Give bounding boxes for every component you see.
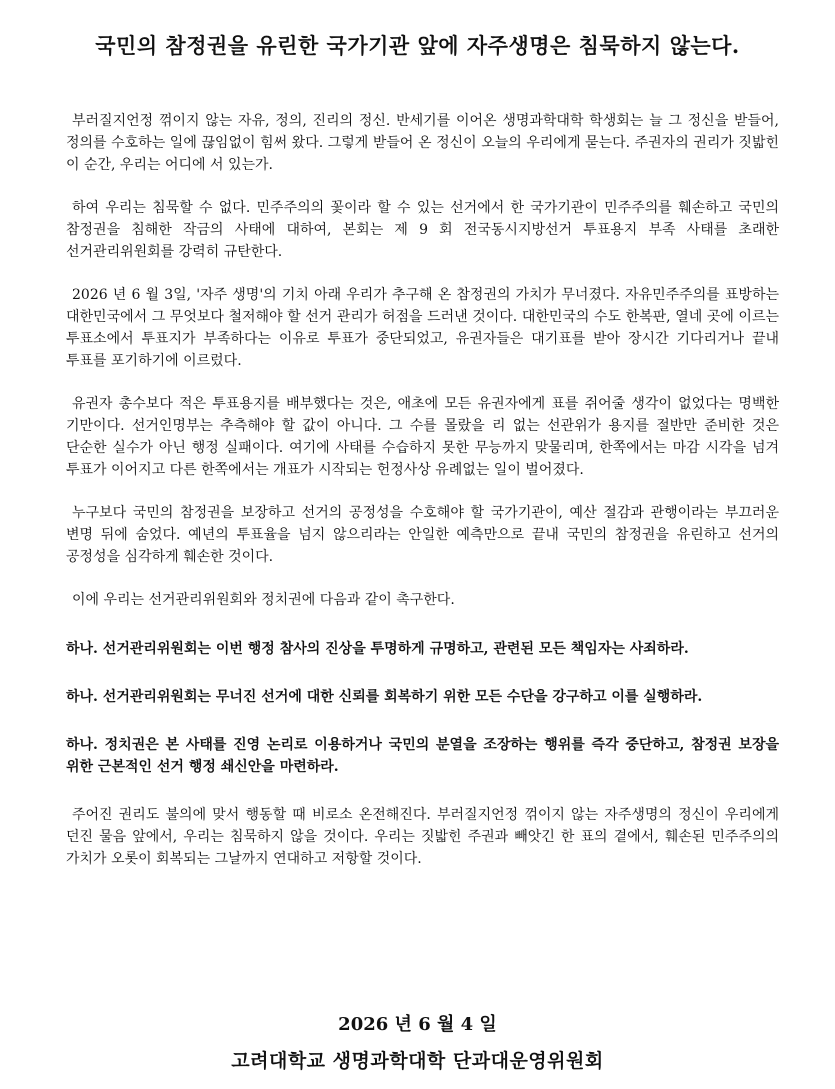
paragraph-4: 유권자 총수보다 적은 투표용지를 배부했다는 것은, 애초에 모든 유권자에게 표를 쥐어줄 생각이 없었다는 명백한 기만이다. 선거인명부는 추측해야 할 값이 아니다. 그 수를 몰랐을 리 없는 선관위가 용지를 절반만 준비한 것은 단순한 실수가 아닌 행정 실패이다. 여기에 사태를 수습하지 못한 무능까지 맞물리며, 한쪽에서는 마감 시각을 넘겨 투표가 이어지고 다른 한쪽에서는 개표가 시작되는 헌정사상 유례없는 일이 벌어졌다. [66, 396, 779, 478]
paragraph-2: 하여 우리는 침묵할 수 없다. 민주주의의 꽃이라 할 수 있는 선거에서 한 국가기관이 민주주의를 훼손하고 국민의 참정권을 침해한 작금의 사태에 대하여, 본회는 제 9 회 전국동시지방선거 투표용지 부족 사태를 초래한 선거관리위원회를 강력히 규탄한다. [66, 200, 779, 260]
paragraph-3: 2026 년 6 월 3일, '자주 생명'의 기치 아래 우리가 추구해 온 참정권의 가치가 무너졌다. 자유민주주의를 표방하는 대한민국에서 그 무엇보다 철저해야 할 선거 관리가 허점을 드러낸 것이다. 대한민국의 수도 한복판, 열네 곳에 이르는 투표소에서 투표지가 부족하다는 이유로 투표가 중단되었고, 유권자들은 대기표를 받아 장시간 기다리거나 끝내 투표를 포기하기에 이르렀다. [66, 287, 779, 369]
demand-2: 하나. 선거관리위원회는 무너진 선거에 대한 신뢰를 회복하기 위한 모든 수단을 강구하고 이를 실행하라. [66, 689, 703, 705]
document-title: 국민의 참정권을 유린한 국가기관 앞에 자주생명은 침묵하지 않는다. [95, 33, 740, 58]
signature-block [0, 1012, 835, 1076]
paragraph-1: 부러질지언정 꺾이지 않는 자유, 정의, 진리의 정신. 반세기를 이어온 생명과학대학 학생회는 늘 그 정신을 받들어, 정의를 수호하는 일에 끊임없이 힘써 왔다. 그렇게 받들어 온 정신이 오늘의 우리에게 묻는다. 주권자의 권리가 짓밟힌 이 순간, 우리는 어디에 서 있는가. [66, 113, 779, 173]
signature-date: 2026 년 6 월 4 일 [338, 1014, 497, 1035]
closing-paragraph: 주어진 권리도 불의에 맞서 행동할 때 비로소 온전해진다. 부러질지언정 꺾이지 않는 자주생명의 정신이 우리에게 던진 물음 앞에서, 우리는 침묵하지 않을 것이다. 우리는 짓밟힌 주권과 빼앗긴 한 표의 곁에서, 훼손된 민주주의의 가치가 오롯이 회복되는 그날까지 연대하고 저항할 것이다. [66, 807, 779, 867]
demand-1: 하나. 선거관리위원회는 이번 행정 참사의 진상을 투명하게 규명하고, 관련된 모든 책임자는 사죄하라. [66, 641, 689, 657]
signature-organization: 고려대학교 생명과학대학 단과대운영위원회 [231, 1050, 604, 1072]
statement-body [66, 110, 779, 891]
paragraph-6: 이에 우리는 선거관리위원회와 정치권에 다음과 같이 촉구한다. [72, 592, 455, 608]
demand-3: 하나. 정치권은 본 사태를 진영 논리로 이용하거나 국민의 분열을 조장하는 행위를 즉각 중단하고, 참정권 보장을 위한 근본적인 선거 행정 쇄신안을 마련하라. [66, 737, 779, 775]
paragraph-5: 누구보다 국민의 참정권을 보장하고 선거의 공정성을 수호해야 할 국가기관이, 예산 절감과 관행이라는 부끄러운 변명 뒤에 숨었다. 예년의 투표율을 넘지 않으리라는 안일한 예측만으로 끝내 국민의 참정권을 유린하고 선거의 공정성을 심각하게 훼손한 것이다. [66, 505, 779, 565]
demands-list [66, 638, 779, 778]
